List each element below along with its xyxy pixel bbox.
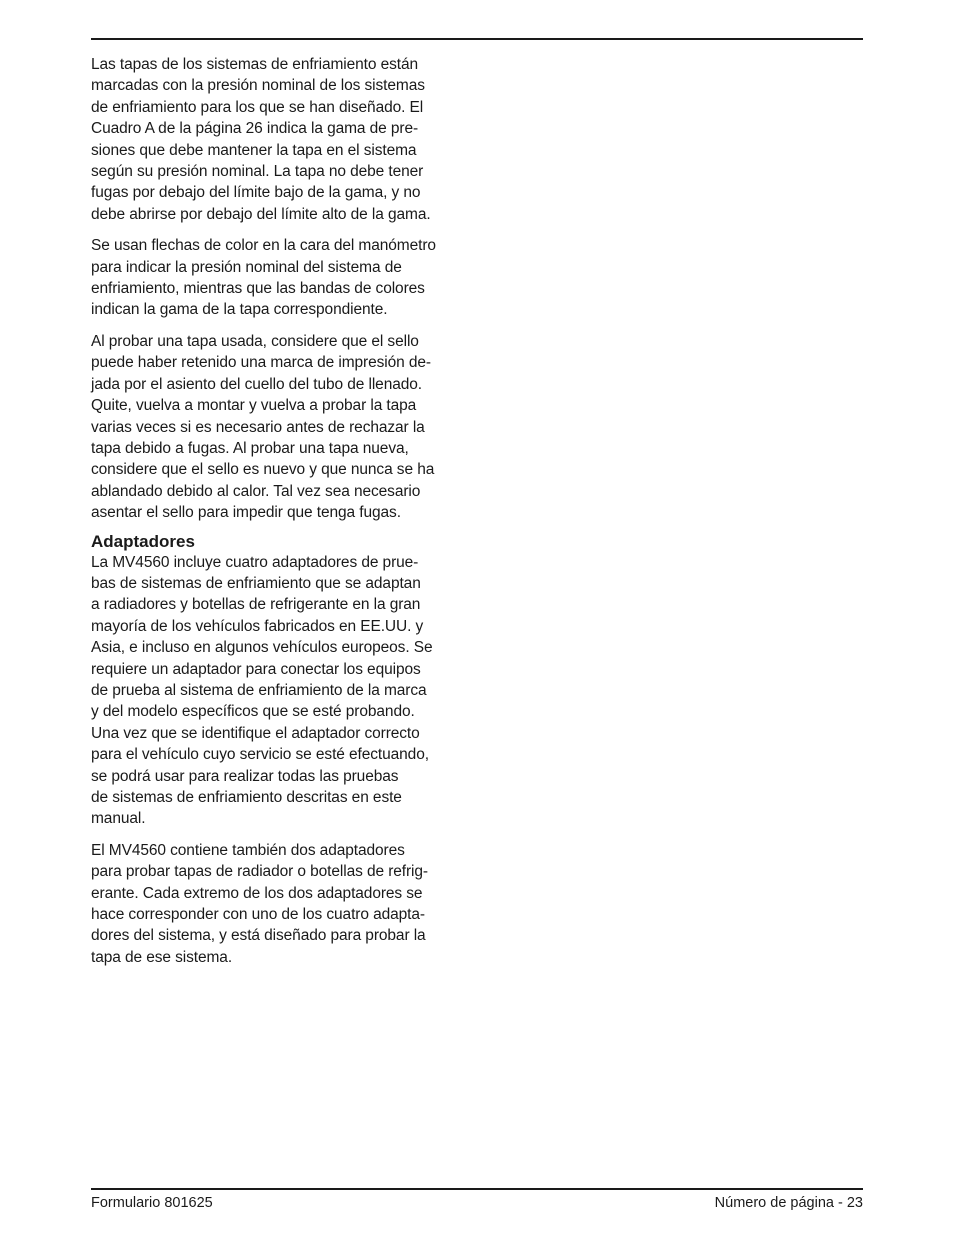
paragraph-gap	[91, 321, 469, 331]
paragraph-adapters: La MV4560 incluye cuatro adaptadores de prue- bas de sistemas de enfriamiento que se adaptan a radiadores y botellas de refrigerante en la gran mayoría de los vehículos fabricados en EE.UU. y Asia, e incluso en algunos vehículos europeos. Se requiere un adaptador para conectar los equipos de prueba al sistema de enfriamiento de la marca y del modelo específicos que se esté probando. Una vez que se identifique el adaptador correcto para el vehículo cuyo servicio se esté efectuando, se podrá usar para realizar todas las pruebas de sistemas de enfriamiento descritas en este manual.	[91, 553, 433, 828]
paragraph-gap	[91, 830, 469, 840]
paragraph-gauge-arrows: Se usan flechas de color en la cara del manómetro para indicar la presión nominal del sistema de enfriamiento, mientras que las bandas de colores indican la gama de la tapa correspondiente.	[91, 237, 436, 319]
header-rule	[91, 38, 863, 40]
paragraph-cap-pressure: Las tapas de los sistemas de enfriamiento están marcadas con la presión nominal de los sistemas de enfriamiento para los que se han diseñado. El Cuadro A de la página 26 indica la gama de pre- siones que debe mantener la tapa en el sistema según su presión nominal. La tapa no debe tener fugas por debajo del límite bajo de la gama, y no debe abrirse por debajo del límite alto de la gama.	[91, 56, 431, 223]
paragraph-gap	[91, 225, 469, 235]
text-column	[91, 54, 469, 968]
footer-form-number: Formulario 801625	[91, 1195, 213, 1211]
footer-rule	[91, 1188, 863, 1190]
footer-page-number: Número de página - 23	[714, 1195, 863, 1211]
paragraph-cap-adapters: El MV4560 contiene también dos adaptadores para probar tapas de radiador o botellas de refrig- erante. Cada extremo de los dos adaptadores se hace corresponder con uno de los cuatro adapta- dores del sistema, y está diseñado para probar la tapa de ese sistema.	[91, 841, 428, 966]
paragraph-used-cap: Al probar una tapa usada, considere que el sello puede haber retenido una marca de impresión de- jada por el asiento del cuello del tubo de llenado. Quite, vuelva a montar y vuelva a probar la tapa varias veces si es necesario antes de rechazar la tapa debido a fugas. Al probar una tapa nueva, considere que el sello es nuevo y que nunca se ha ablandado debido al calor. Tal vez sea necesario asentar el sello para impedir que tenga fugas.	[91, 332, 435, 522]
section-heading-adapters: Adaptadores	[91, 531, 195, 551]
